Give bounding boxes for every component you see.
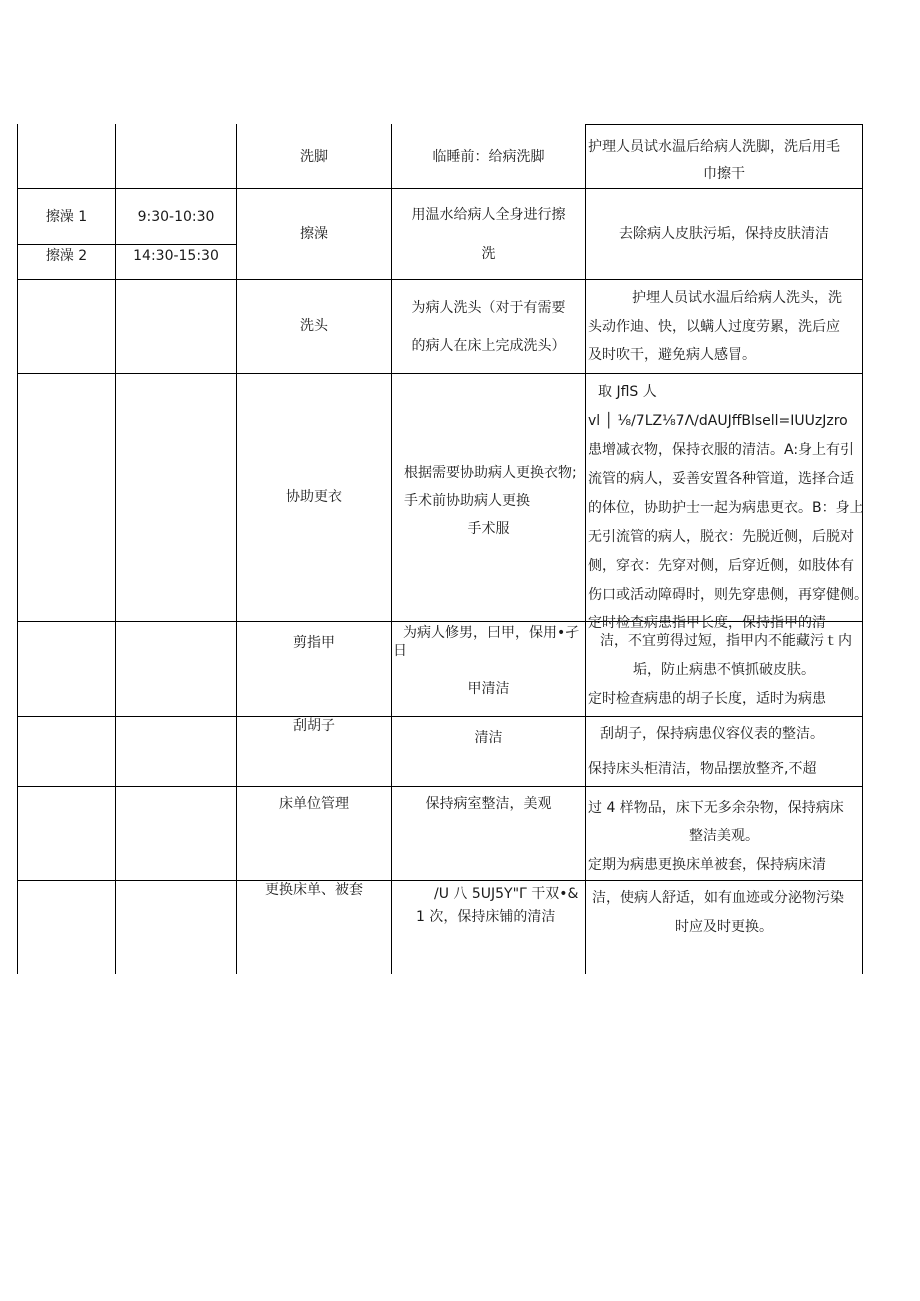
table-cell-time-desc: 手术前协助病人更换	[404, 493, 530, 509]
table-cell-time-desc: 根据需要协助病人更换衣物;	[404, 465, 577, 481]
table-cell-name: 擦澡 1	[45, 209, 88, 225]
table-cell-time-desc: 日	[393, 643, 407, 659]
table-cell-name: 擦澡 2	[45, 248, 88, 264]
table-cell-requirement: 定时检查病患的胡子长度，适时为病患	[588, 691, 826, 707]
table-cell-time: 临睡前：给病洗脚	[432, 149, 545, 165]
table-border	[585, 124, 863, 125]
table-cell-time-desc: /U 八 5UJ5Y"Γ 干双•&	[434, 886, 579, 902]
table-cell-requirement: 护理人员试水温后给病人洗脚，洗后用毛	[588, 139, 840, 155]
table-cell-requirement: 刮胡子，保持病患仪容仪表的整洁。	[600, 726, 824, 742]
table-cell-requirement: 保持床头柜清洁，物品摆放整齐,不超	[588, 761, 817, 777]
table-cell-time-desc: 的病人在床上完成洗头）	[411, 338, 566, 354]
table-border	[17, 880, 863, 881]
requirement-line: vl │ ⅛∕7LZ⅛7Λ∕dAUJffBlsell=IUUzJzro	[588, 413, 848, 429]
table-cell-item: 床单位管理	[279, 796, 349, 812]
table-border	[236, 124, 237, 974]
table-cell-time-desc: 洗	[481, 246, 496, 262]
requirement-line: 定时检查病患指甲长度，保持指甲的清	[588, 615, 826, 631]
table-cell-time: 9:30-10:30	[137, 209, 215, 225]
table-cell-time-desc: 保持病室整洁，美观	[425, 796, 552, 812]
table-cell-requirement: 洁，使病人舒适，如有血迹或分泌物污染	[592, 890, 844, 906]
table-cell-requirement: 护埋人员试水温后给病人洗头，洗	[632, 290, 842, 306]
table-cell-requirement: 去除病人皮肤污垢，保持皮肤清洁	[619, 226, 829, 242]
table-cell-item: 更换床单、被套	[265, 882, 363, 898]
table-border	[17, 716, 863, 717]
requirement-line: 伤口或活动障碍时，则先穿患侧，再穿健侧。	[588, 587, 868, 603]
table-cell-requirement: 头动作迪、快，以螨人过度劳累，洗后应	[588, 319, 840, 335]
table-cell-item: 协助更衣	[286, 489, 342, 505]
table-cell-time-desc: 为病人洗头（对于有需要	[411, 300, 566, 316]
requirement-line: 患增减衣物，保持衣服的清洁。A:身上有引	[588, 442, 855, 458]
requirement-line: 侧，穿衣：先穿对侧，后穿近侧，如肢体有	[588, 558, 854, 574]
table-border	[17, 188, 863, 189]
table-cell-time-desc: 1 次，保持床铺的清洁	[416, 909, 556, 925]
table-border	[17, 244, 236, 245]
table-cell-item: 剪指甲	[293, 635, 335, 651]
table-cell-item: 刮胡子	[293, 718, 335, 734]
table-cell-item: 擦澡	[300, 226, 328, 242]
table-cell-item: 洗脚	[300, 149, 328, 165]
table-cell-requirement: 过 4 样物品，床下无多余杂物，保持病床	[588, 800, 844, 816]
table-cell-requirement: 整洁美观。	[689, 828, 759, 844]
table-cell-requirement: 定期为病患更换床单被套，保持病床清	[588, 857, 826, 873]
requirement-line: 的体位，协助护士一起为病患更衣。B：身上	[588, 500, 864, 516]
table-cell-time-desc: 用温水给病人全身进行擦	[411, 207, 566, 223]
table-cell-requirement: 及时吹干，避免病人感冒。	[588, 347, 756, 363]
requirement-line: 流管的病人，妥善安置各种管道，选择合适	[588, 471, 854, 487]
table-border	[17, 786, 863, 787]
table-cell-requirement: 洁，不宜剪得过短，指甲内不能藏污ｔ内	[600, 633, 852, 649]
table-cell-time-desc: 为病人修男，曰甲，保用•孑	[403, 625, 580, 641]
table-cell-requirement: 垢，防止病患不慎抓破皮肤。	[633, 662, 815, 678]
table-cell-time-desc: 手术服	[467, 521, 510, 537]
table-cell-time: 14:30-15:30	[133, 248, 219, 264]
requirement-line: 取 JflS 人	[598, 384, 657, 400]
table-cell-time-desc: 甲清洁	[467, 681, 510, 697]
table-cell-requirement: 时应及时更换。	[675, 919, 773, 935]
requirement-line: 无引流管的病人，脱衣：先脱近侧，后脱对	[588, 529, 854, 545]
table-cell-requirement: 巾擦干	[703, 166, 745, 182]
table-border	[17, 279, 863, 280]
table-cell-requirement-clip	[586, 374, 868, 631]
table-cell-item: 洗头	[300, 318, 328, 334]
table-cell-time-desc: 清洁	[474, 730, 503, 746]
